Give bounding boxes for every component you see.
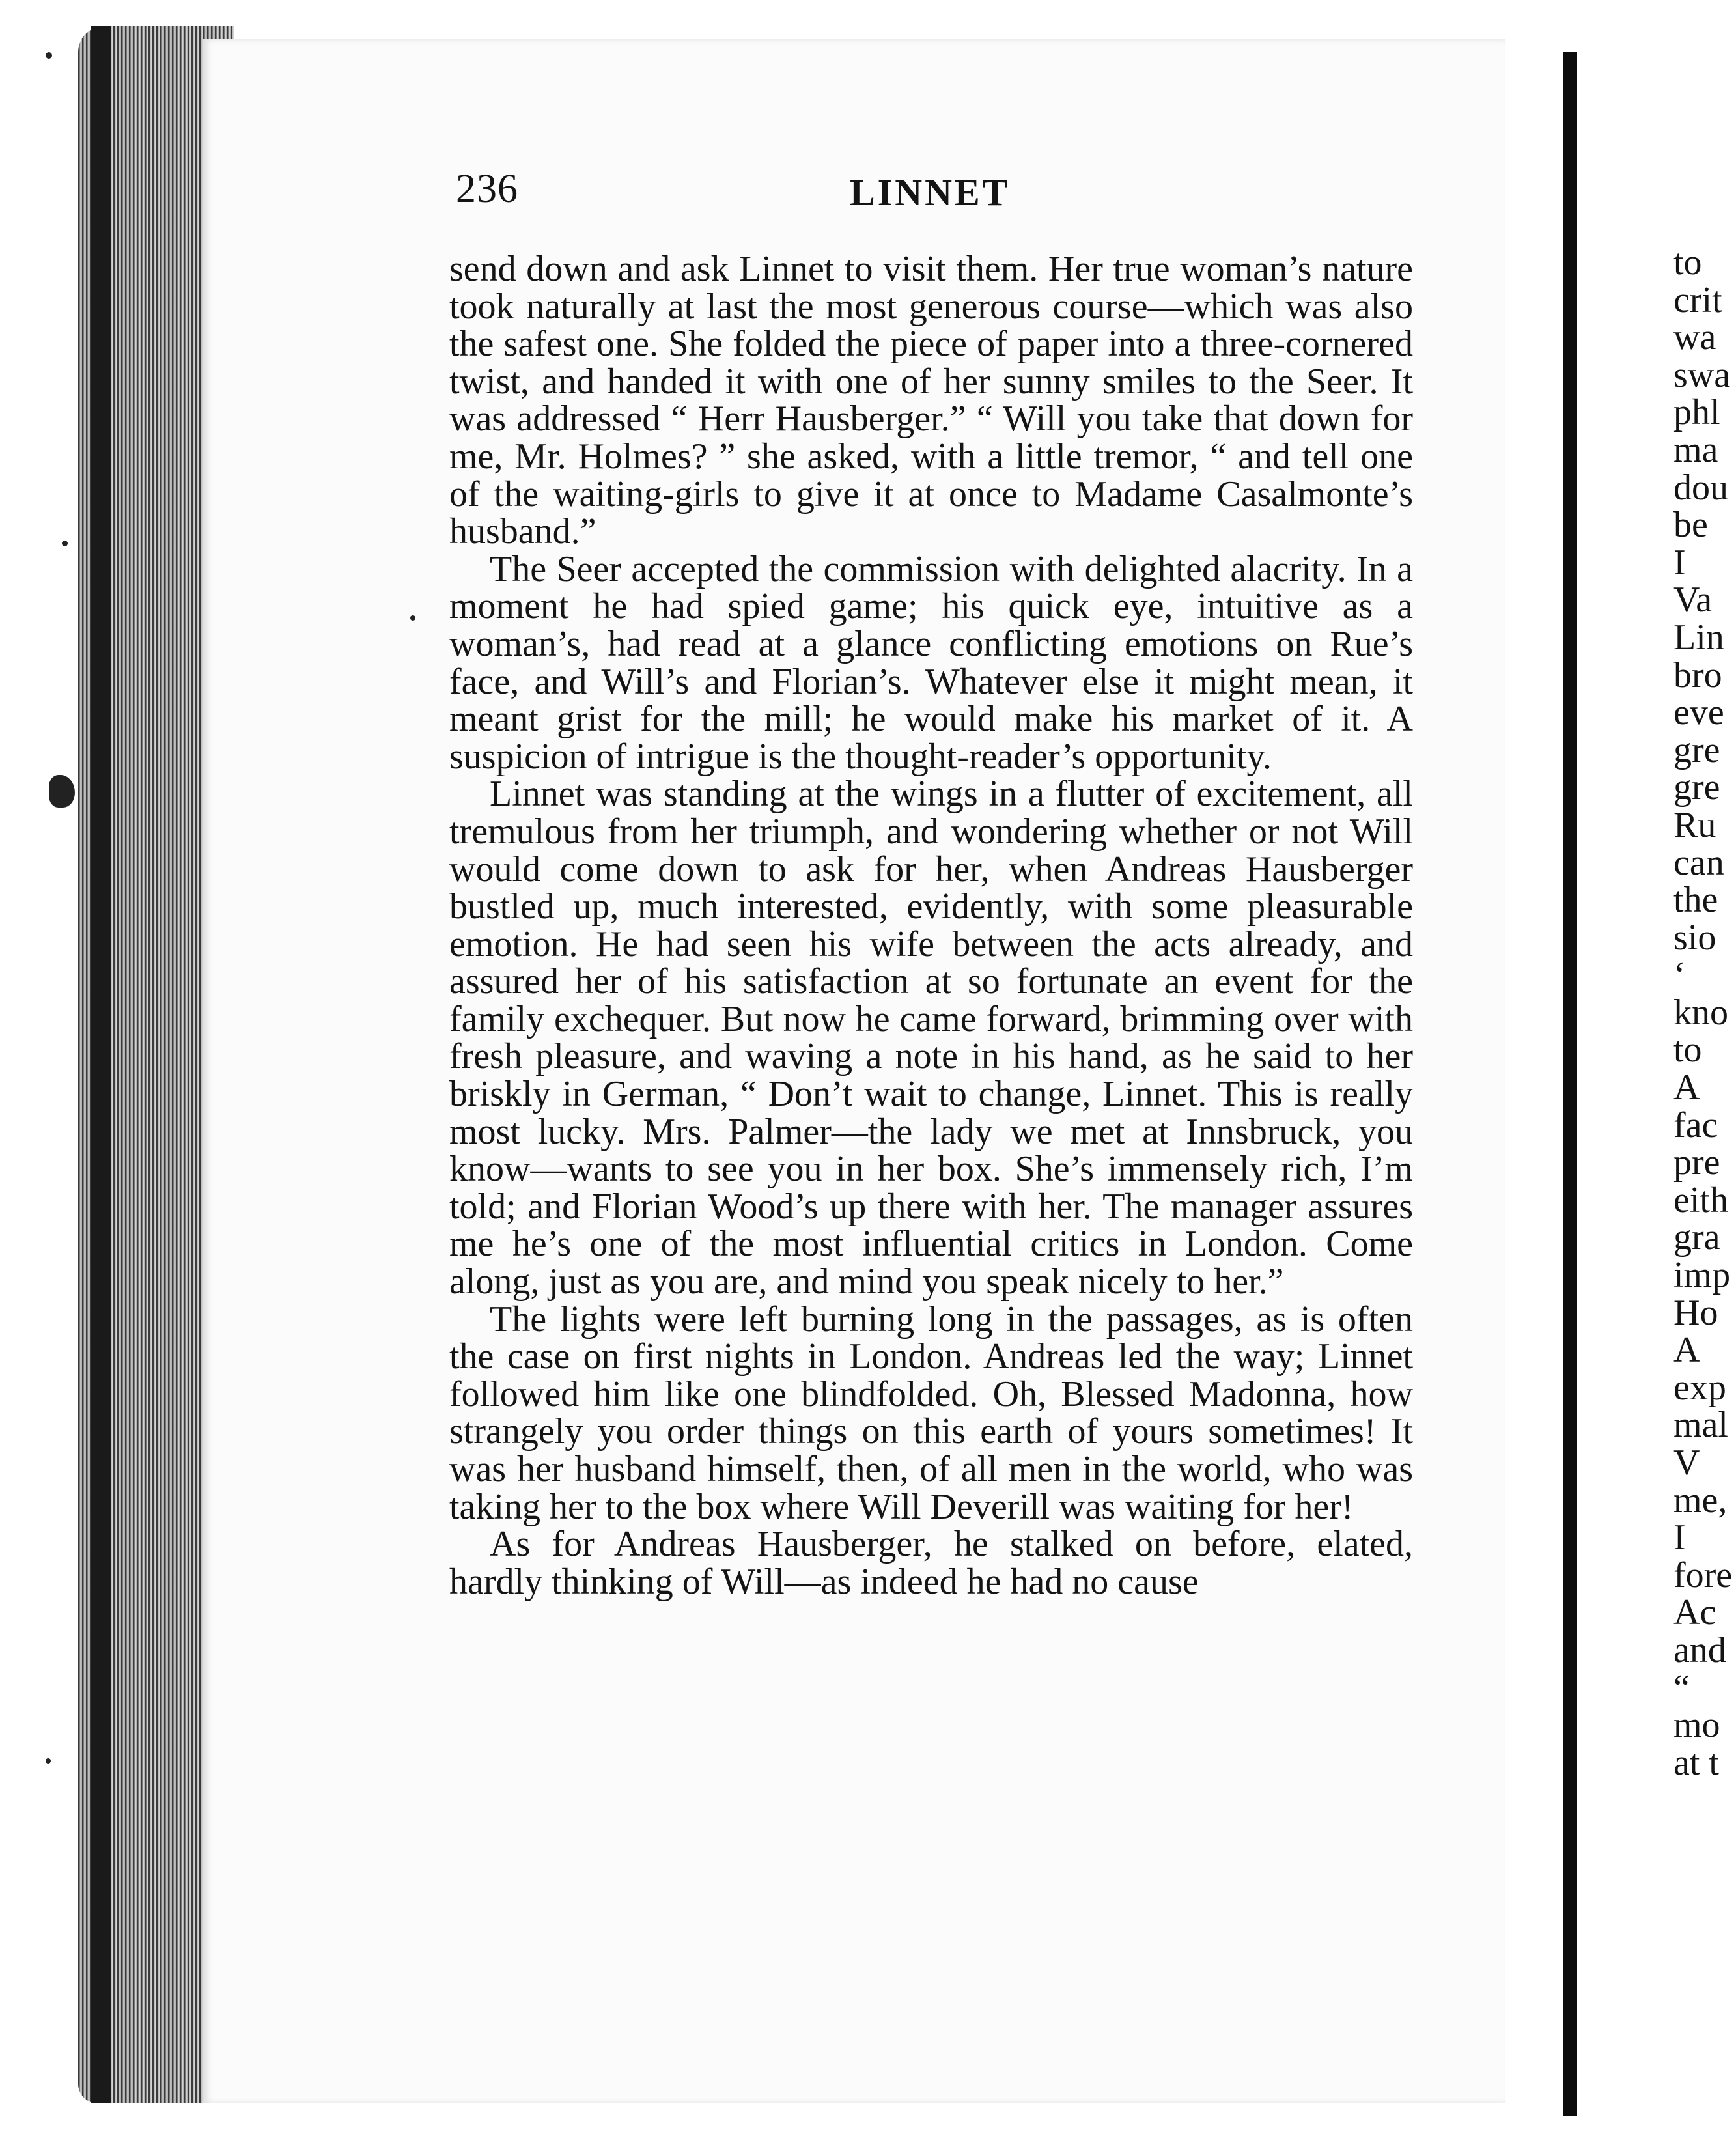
facing-page-line: sio (1673, 917, 1716, 958)
scan-speck (46, 1758, 51, 1764)
facing-page-line: Lin (1673, 617, 1724, 658)
book-spine-shadow (91, 26, 111, 2103)
paragraph: The lights were left burning long in the passages, as is often the case on first nights in London. Andreas led the way; Linnet followed him like one blindfolded. Oh, Blessed Madonna, how strangely you order things on this earth of yours sometimes! It was her husband himself, then, of all men in the world, who was taking her to the box where Will Deverill was waiting for her! (449, 1299, 1413, 1527)
facing-page-line: ‘ (1673, 955, 1686, 996)
facing-page-line: phl (1673, 392, 1720, 433)
facing-page-line: mal (1673, 1405, 1728, 1446)
facing-page-text (1673, 242, 1733, 1783)
facing-page-line: to (1673, 1030, 1702, 1071)
facing-page-line: to (1673, 242, 1702, 283)
facing-page-line: Va (1673, 580, 1713, 621)
facing-page-line: I (1673, 542, 1686, 583)
facing-page-line: V (1673, 1442, 1700, 1483)
scan-speck (49, 775, 75, 808)
facing-page-line: A (1673, 1067, 1700, 1108)
facing-page-line: gra (1673, 1217, 1720, 1258)
paragraph: As for Andreas Hausberger, he stalked on before, elated, hardly thinking of Will—as indeed he had no cause (449, 1524, 1413, 1602)
facing-page-line: pre (1673, 1142, 1720, 1183)
facing-page-line: eith (1673, 1179, 1728, 1220)
paragraph: The Seer accepted the commission with delighted alacrity. In a moment he had spied game; his quick eye, intuitive as a woman’s, had read at a glance conflicting emotions on Rue’s face, and Will’s and Florian’s. Whatever else it might mean, it meant grist for the mill; he would make his market of it. A suspicion of intrigue is the thought-reader’s opportunity. (449, 548, 1413, 777)
facing-page-line: gre (1673, 767, 1720, 808)
facing-page-line: the (1673, 880, 1718, 921)
body-text (449, 251, 1413, 1601)
facing-page-line: at t (1673, 1742, 1719, 1783)
facing-page-line: Ac (1673, 1592, 1716, 1633)
facing-page-line: can (1673, 842, 1724, 883)
scan-speck (410, 615, 415, 621)
paragraph: send down and ask Linnet to visit them. Her true woman’s nature took naturally at last the most generous course—which was also the safest one. She folded the piece of paper into a three-cornered twist, and handed it with one of her sunny smiles to the Seer. It was addressed “ Herr Hausberger.” “ Will you take that down for me, Mr. Holmes? ” she asked, with a little tremor, “ and tell one of the waiting-girls to give it at once to Madame Casalmonte’s husband.” (449, 249, 1413, 552)
facing-page-line: kno (1673, 992, 1728, 1033)
scan-speck (46, 52, 52, 59)
facing-page-line: mo (1673, 1705, 1720, 1746)
facing-page-line: me, (1673, 1480, 1728, 1521)
facing-page-line: gre (1673, 729, 1720, 770)
facing-page-line: swa (1673, 354, 1731, 395)
facing-page-line: ma (1673, 429, 1718, 470)
facing-page-line: be (1673, 505, 1708, 546)
facing-page-line: bro (1673, 654, 1722, 696)
facing-page-line: “ (1673, 1667, 1690, 1708)
facing-page-line: and (1673, 1629, 1726, 1670)
facing-page-line: eve (1673, 692, 1724, 733)
facing-page-line: exp (1673, 1367, 1726, 1408)
facing-page-line: A (1673, 1330, 1700, 1371)
facing-page-line: Ho (1673, 1292, 1718, 1333)
running-head: LINNET (850, 171, 1011, 214)
facing-page-line: imp (1673, 1255, 1731, 1296)
paragraph: Linnet was standing at the wings in a flutter of excitement, all tremulous from her triumph, and wondering whether or not Will would come down to ask for her, when Andreas Hausberger bustled up, much interested, evidently, with some pleasurable emotion. He had seen his wife between the acts already, and assured her of his satisfaction at so fortunate an event for the family exchequer. But now he came forward, brimming over with fresh pleasure, and waving a note in his hand, as he said to her briskly in German, “ Don’t wait to change, Linnet. This is really most lucky. Mrs. Palmer—the lady we met at Innsbruck, you know—wants to see you in her box. She’s immensely rich, I’m told; and Florian Wood’s up there with her. The manager assures me he’s one of the most influential critics in London. Come along, just as you are, and mind you speak nicely to her.” (449, 774, 1413, 1302)
facing-page-line: dou (1673, 467, 1728, 508)
facing-page-line: wa (1673, 317, 1716, 358)
facing-page-line: I (1673, 1517, 1686, 1558)
book-gutter (1505, 26, 1563, 2116)
page-number: 236 (456, 167, 518, 211)
facing-page-line: crit (1673, 279, 1722, 320)
facing-page-line: fore (1673, 1554, 1733, 1595)
scan-speck (62, 541, 68, 546)
facing-page-line: fac (1673, 1104, 1718, 1145)
facing-page-line: Ru (1673, 804, 1716, 845)
